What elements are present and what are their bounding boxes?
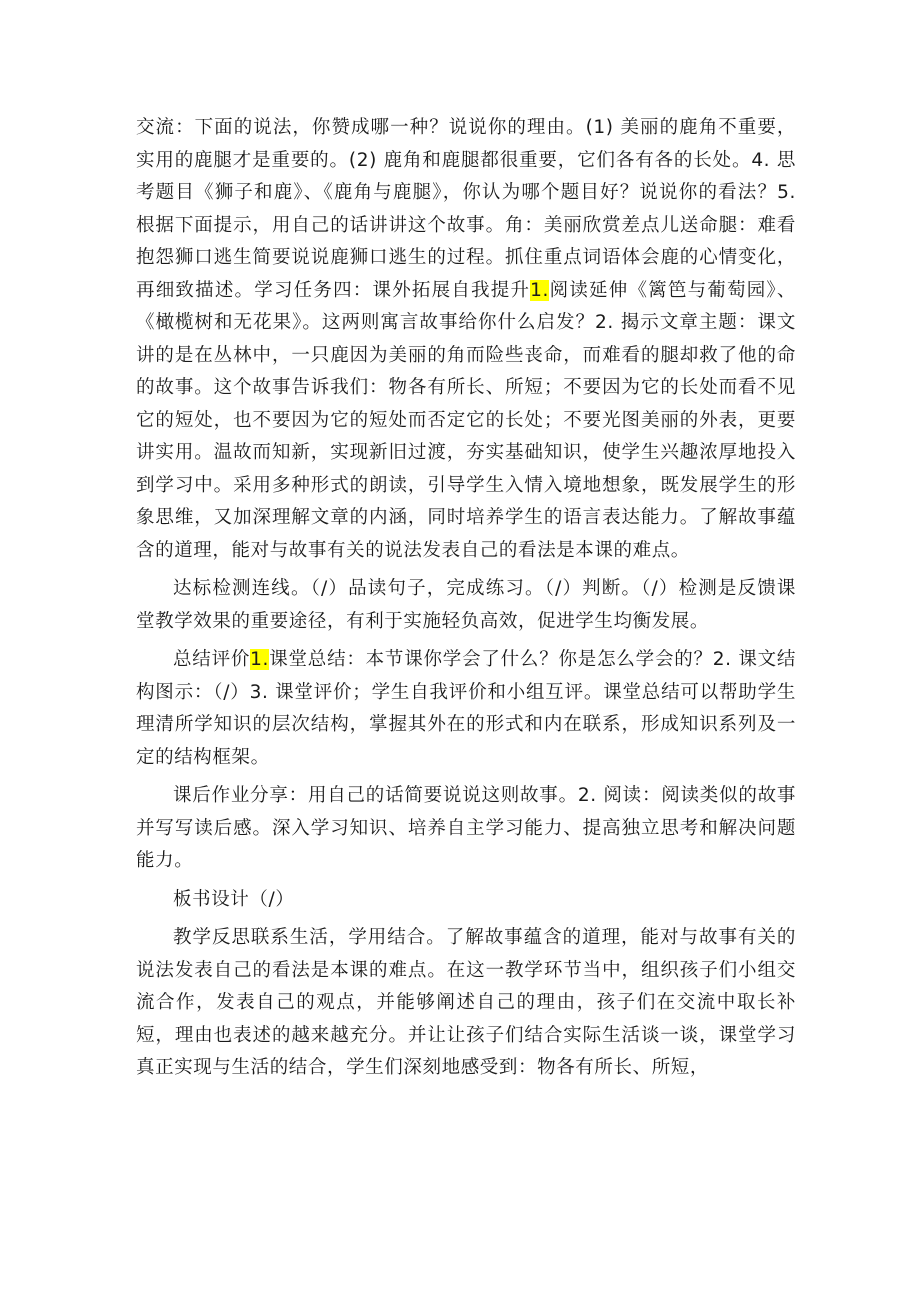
text-segment: 课堂总结：本节课你学会了什么？你是怎么学会的？2. 课文结构图示：（/）3. 课堂评价；学生自我评价和小组互评。课堂总结可以帮助学生理清所学知识的层次结构，掌握其外在的形式和内在联系，形成知识系列及一定的结构框架。 — [136, 649, 796, 768]
paragraph-4 — [136, 780, 796, 878]
highlighted-text: 1. — [250, 649, 270, 670]
text-segment: 总结评价 — [173, 649, 251, 670]
paragraph-3 — [136, 644, 796, 774]
text-segment: 教学反思联系生活，学用结合。了解故事蕴含的道理，能对与故事有关的说法发表自己的看法是本课的难点。在这一教学环节当中，组织孩子们小组交流合作，发表自己的观点，并能够阐述自己的理由，孩子们在交流中取长补短，理由也表述的越来越充分。并让让孩子们结合实际生活谈一谈，课堂学习真正实现与生活的结合，学生们深刻地感受到：物各有所长、所短， — [136, 927, 796, 1078]
paragraph-5 — [136, 884, 796, 917]
text-segment: 板书设计（/） — [173, 888, 295, 910]
paragraph-1 — [136, 112, 796, 567]
paragraph-6 — [136, 922, 796, 1085]
highlighted-text: 1. — [530, 279, 550, 301]
text-segment: 课后作业分享：用自己的话简要说说这则故事。2. 阅读：阅读类似的故事并写写读后感。深入学习知识、培养自主学习能力、提高独立思考和解决问题能力。 — [136, 785, 796, 871]
text-segment: 阅读延伸《篱笆与葡萄园》、《橄榄树和无花果》。这两则寓言故事给你什么启发？2. 揭示文章主题：课文讲的是在丛林中，一只鹿因为美丽的角而险些丧命，而难看的腿却救了他的命的故事。这个故事告诉我们：物各有所长、所短；不要因为它的长处而看不见它的短处，也不要因为它的短处而否定它的长处；不要光图美丽的外表，更要讲实用。温故而知新，实现新旧过渡，夯实基础知识，使学生兴趣浓厚地投入到学习中。采用多种形式的朗读，引导学生入情入境地想象，既发展学生的形象思维，又加深理解文章的内涵，同时培养学生的语言表达能力。了解故事蕴含的道理，能对与故事有关的说法发表自己的看法是本课的难点。 — [136, 279, 796, 561]
document-body — [136, 112, 796, 1091]
text-segment: 达标检测连线。（/）品读句子，完成练习。（/）判断。（/）检测是反馈课堂教学效果的重要途径，有利于实施轻负高效，促进学生均衡发展。 — [136, 578, 796, 632]
paragraph-2 — [136, 573, 796, 638]
text-segment: 交流：下面的说法，你赞成哪一种？说说你的理由。(1) 美丽的鹿角不重要，实用的鹿腿才是重要的。(2) 鹿角和鹿腿都很重要，它们各有各的长处。4. 思考题目《狮子和鹿》、《鹿角与鹿腿》，你认为哪个题目好？说说你的看法？5. 根据下面提示，用自己的话讲讲这个故事。角：美丽欣赏差点儿送命腿：难看抱怨狮口逃生简要说说鹿狮口逃生的过程。抓住重点词语体会鹿的心情变化，再细致描述。学习任务四：课外拓展自我提升 — [136, 117, 796, 301]
